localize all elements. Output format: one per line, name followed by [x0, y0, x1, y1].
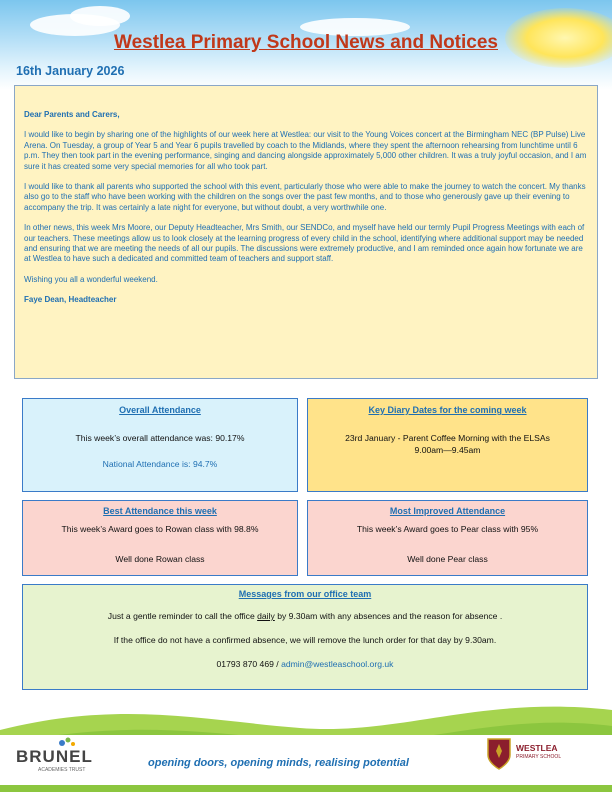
diary-date-event: 23rd January - Parent Coffee Morning with the ELSAs: [345, 433, 550, 443]
office-contact: [23, 659, 587, 669]
most-improved-box: [307, 500, 588, 576]
brunel-logo: [12, 735, 110, 777]
best-attendance-well-done: Well done Rowan class: [115, 554, 205, 564]
school-motto: opening doors, opening minds, realising potential: [148, 757, 409, 769]
office-messages-heading: Messages from our office team: [238, 589, 372, 599]
contact-separator: /: [273, 659, 282, 669]
office-phone: 01793 870 469: [216, 659, 274, 669]
diary-dates-box: [307, 398, 588, 492]
best-attendance-box: [22, 500, 298, 576]
letter-paragraph: I would like to begin by sharing one of the highlights of our week here at Westlea: our visit to the Young Voices concert at the Birmingham NEC (BP Pulse) Live Arena. On Tuesday, a group of Year 5 and Year 6 pupils travelled by coach to the Midlands, where they spent the afternoon rehearsing from lunchtime until 6 p.m. They then took part in the evening performance, singing and dancing alongside approximately 5,000 other children. It was a truly joyful occasion, and I am sure it has created some very special memories for all who took part.: [24, 130, 587, 171]
cloud-decoration: [70, 6, 130, 26]
overall-attendance-heading: Overall Attendance: [119, 405, 201, 415]
most-improved-well-done: Well done Pear class: [407, 554, 488, 564]
letter-paragraph: I would like to thank all parents who supported the school with this event, particularly those who were able to make the journey to watch the concert. My thanks also go to the staff who have been working with the children on the songs over the past few months, and to those who generously gave up their evening to accompany the trip. It was certainly a late night for everyone, but without doubt, a very worthwhile one.: [24, 182, 586, 212]
newsletter-date: 16th January 2026: [16, 64, 125, 78]
overall-attendance-value: This week’s overall attendance was: 90.17%: [75, 433, 245, 443]
most-improved-award: This week’s Award goes to Pear class with 95%: [356, 524, 539, 534]
brunel-logo-subtitle: ACADEMIES TRUST: [38, 767, 86, 773]
westlea-logo-subtitle: PRIMARY SCHOOL: [516, 754, 562, 760]
best-attendance-heading: Best Attendance this week: [103, 506, 217, 516]
letter-paragraph: Wishing you all a wonderful weekend.: [24, 274, 158, 284]
diary-dates-heading: Key Diary Dates for the coming week: [368, 405, 527, 415]
shield-icon: [486, 737, 512, 771]
headteacher-letter: [14, 85, 598, 379]
most-improved-heading: Most Improved Attendance: [389, 506, 506, 516]
page-title: Westlea Primary School News and Notices: [113, 32, 498, 53]
national-attendance-value: National Attendance is: 94.7%: [102, 459, 218, 469]
westlea-logo: [480, 735, 580, 781]
diary-date-time: 9.00am—9.45am: [414, 445, 481, 455]
brunel-logo-name: BRUNEL: [16, 747, 93, 766]
overall-attendance-box: [22, 398, 298, 492]
westlea-logo-name: WESTLEA: [516, 743, 558, 753]
best-attendance-award: This week’s Award goes to Rowan class with 98.8%: [61, 524, 259, 534]
office-email-link[interactable]: admin@westleaschool.org.uk: [281, 659, 394, 669]
office-reminder-text: Just a gentle reminder to call the office: [107, 611, 258, 621]
letter-greeting: Dear Parents and Carers,: [24, 110, 120, 119]
letter-paragraph: In other news, this week Mrs Moore, our Deputy Headteacher, Mrs Smith, our SENDCo, and myself have held our termly Pupil Progress Meetings with each of our teachers. These meetings allow us to look closely at the learning progress of every child in the school, identifying where additional support may be needed and ensuring that we are meeting the needs of all our pupils. The discussions were extremely productive, and I am reminded once again how fortunate we are at Westlea to have such a dedicated and committed team of teachers and support staff.: [24, 223, 585, 264]
letter-signature: Faye Dean, Headteacher: [24, 295, 117, 305]
lunch-order-notice: If the office do not have a confirmed absence, we will remove the lunch order for that day by 9.30am.: [113, 635, 497, 645]
office-reminder-emphasis: daily: [257, 611, 275, 621]
office-reminder-text-end: by 9.30am with any absences and the reason for absence .: [274, 611, 503, 621]
office-messages-box: [22, 584, 588, 690]
office-reminder: [23, 611, 587, 621]
